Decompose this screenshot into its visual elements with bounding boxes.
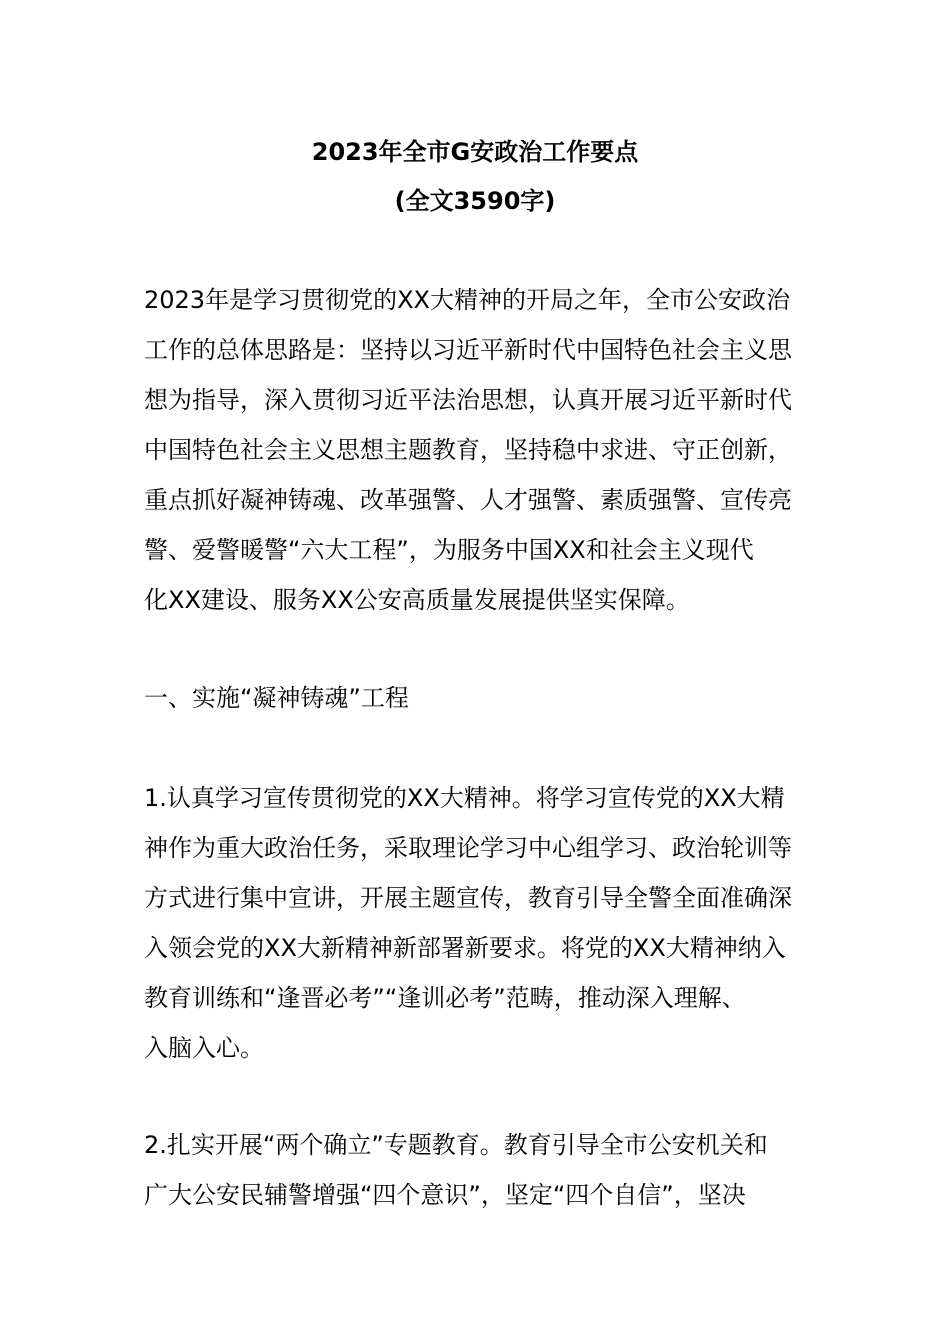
text-line: 神作为重大政治任务，采取理论学习中心组学习、政治轮训等 — [144, 834, 792, 862]
text-line: 中国特色社会主义思想主题教育，坚持稳中求进、守正创新， — [144, 436, 792, 464]
document-subtitle: (全文3590字) — [394, 187, 556, 215]
text-line: 广大公安民辅警增强“四个意识”，坚定“四个自信”，坚决 — [144, 1181, 746, 1209]
text-line: 工作的总体思路是：坚持以习近平新时代中国特色社会主义思 — [144, 336, 792, 364]
text-line: 教育训练和“逢晋必考”“逢训必考”范畴，推动深入理解、 — [144, 984, 746, 1012]
text-line: 警、爱警暖警“六大工程”，为服务中国XX和社会主义现代 — [144, 536, 754, 564]
item-1-paragraph — [144, 773, 808, 1073]
intro-paragraph — [144, 275, 808, 625]
section-heading — [144, 673, 808, 723]
text-line: 2.扎实开展“两个确立”专题教育。教育引导全市公安机关和 — [144, 1131, 768, 1159]
document-title: 2023年全市G安政治工作要点 — [311, 138, 639, 166]
text-line: 重点抓好凝神铸魂、改革强警、人才强警、素质强警、宣传亮 — [144, 486, 792, 514]
text-line: 入领会党的XX大新精神新部署新要求。将党的XX大精神纳入 — [144, 934, 786, 962]
item-2-paragraph — [144, 1120, 808, 1220]
text-line: 方式进行集中宣讲，开展主题宣传，教育引导全警全面准确深 — [144, 884, 792, 912]
text-line: 2023年是学习贯彻党的XX大精神的开局之年，全市公安政治 — [144, 286, 790, 314]
text-line: 入脑入心。 — [144, 1034, 264, 1062]
text-line: 化XX建设、服务XX公安高质量发展提供坚实保障。 — [144, 586, 690, 614]
text-line: 想为指导，深入贯彻习近平法治思想，认真开展习近平新时代 — [144, 386, 792, 414]
text-line: 1.认真学习宣传贯彻党的XX大精神。将学习宣传党的XX大精 — [144, 784, 785, 812]
text-line: 一、实施“凝神铸魂”工程 — [144, 684, 409, 712]
